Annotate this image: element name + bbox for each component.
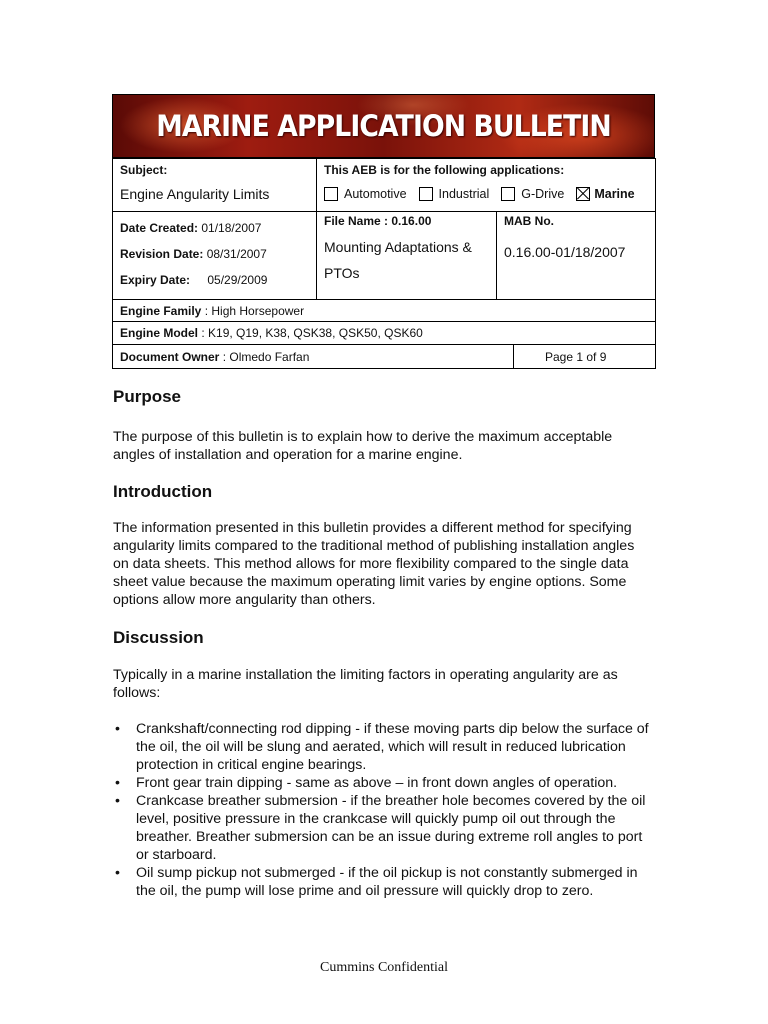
discussion-paragraph: Typically in a marine installation the limiting factors in operating angularity are as follows:: [113, 667, 618, 701]
revision-date-value: 08/31/2007: [206, 247, 267, 261]
date-created-label: Date Created:: [120, 221, 199, 235]
applications-cell: [317, 159, 656, 212]
banner-title: MARINE APPLICATION BULLETIN: [156, 109, 611, 143]
page-number: Page 1 of 9: [545, 349, 607, 364]
engine-family-cell: [113, 300, 656, 322]
gdrive-label: G-Drive: [521, 187, 565, 201]
bulletin-banner: [112, 94, 655, 158]
app-gdrive: [501, 187, 564, 201]
expiry-date-value: 05/29/2009: [207, 273, 268, 287]
app-industrial: [419, 187, 490, 201]
revision-date-label: Revision Date:: [120, 247, 204, 261]
engine-model-value: : K19, Q19, K38, QSK38, QSK50, QSK60: [201, 326, 423, 340]
automotive-checkbox[interactable]: [324, 187, 338, 201]
doc-owner-row: [113, 345, 656, 369]
file-name-label: File Name :: [324, 214, 389, 228]
limiting-factors-list: [113, 720, 658, 900]
app-marine: [576, 187, 634, 201]
marine-label: Marine: [594, 187, 635, 201]
file-name-value: 0.16.00: [391, 214, 432, 228]
engine-model-label: Engine Model: [120, 326, 198, 340]
expiry-date-label: Expiry Date:: [120, 273, 191, 287]
file-description: Mounting Adaptations & PTOs: [324, 239, 472, 281]
mab-label: MAB No.: [504, 214, 554, 228]
engine-model-cell: [113, 322, 656, 345]
automotive-label: Automotive: [344, 187, 407, 201]
subject-value: Engine Angularity Limits: [120, 186, 270, 202]
list-item: • Front gear train dipping - same as above – in front down angles of operation.: [113, 774, 658, 792]
engine-family-label: Engine Family: [120, 303, 202, 318]
app-automotive: [324, 187, 407, 201]
industrial-label: Industrial: [438, 187, 490, 201]
introduction-paragraph: The information presented in this bulletin provides a different method for specifying angularity limits compared to the traditional method of publishing installation angles on data sheets. This method allows for more flexibility compared to the single data sheet value because the maximum operating limit varies by engine options. Some options allow more angularity than others.: [113, 520, 635, 608]
doc-owner-cell: [113, 345, 514, 368]
purpose-heading: Purpose: [113, 387, 182, 406]
dates-cell: [113, 212, 317, 300]
page-number-cell: [514, 345, 655, 368]
date-created-value: 01/18/2007: [201, 221, 262, 235]
industrial-checkbox[interactable]: [419, 187, 433, 201]
doc-owner-label: Document Owner: [120, 349, 220, 364]
purpose-paragraph: The purpose of this bulletin is to explain how to derive the maximum acceptable angles of installation and operation for a marine engine.: [113, 429, 613, 463]
subject-cell: [113, 159, 317, 212]
marine-checkbox-checked[interactable]: [576, 187, 590, 201]
mab-value: 0.16.00-01/18/2007: [504, 244, 626, 260]
subject-label: Subject:: [120, 163, 168, 177]
applications-label: This AEB is for the following applications:: [324, 163, 565, 177]
gdrive-checkbox[interactable]: [501, 187, 515, 201]
file-name-cell: [317, 212, 497, 300]
list-item: • Oil sump pickup not submerged - if the oil pickup is not constantly submerged in the oil, the pump will lose prime and oil pressure will quickly drop to zero.: [113, 864, 658, 900]
mab-cell: [497, 212, 656, 300]
doc-owner-value: : Olmedo Farfan: [222, 349, 310, 364]
introduction-heading: Introduction: [113, 482, 213, 501]
footer-confidential: Cummins Confidential: [320, 960, 448, 975]
bulletin-header-table: [112, 158, 656, 369]
list-item: • Crankshaft/connecting rod dipping - if these moving parts dip below the surface of the oil, the oil will be slung and aerated, which will result in reduced lubrication protection in critical engine bearings.: [113, 720, 658, 774]
discussion-heading: Discussion: [113, 628, 204, 647]
applications-list: [324, 187, 648, 201]
engine-family-value: : High Horsepower: [204, 303, 305, 318]
list-item: • Crankcase breather submersion - if the breather hole becomes covered by the oil level, positive pressure in the crankcase will quickly pump oil out through the breather. Breather submersion can be an issue during extreme roll angles to port or starboard.: [113, 792, 658, 864]
